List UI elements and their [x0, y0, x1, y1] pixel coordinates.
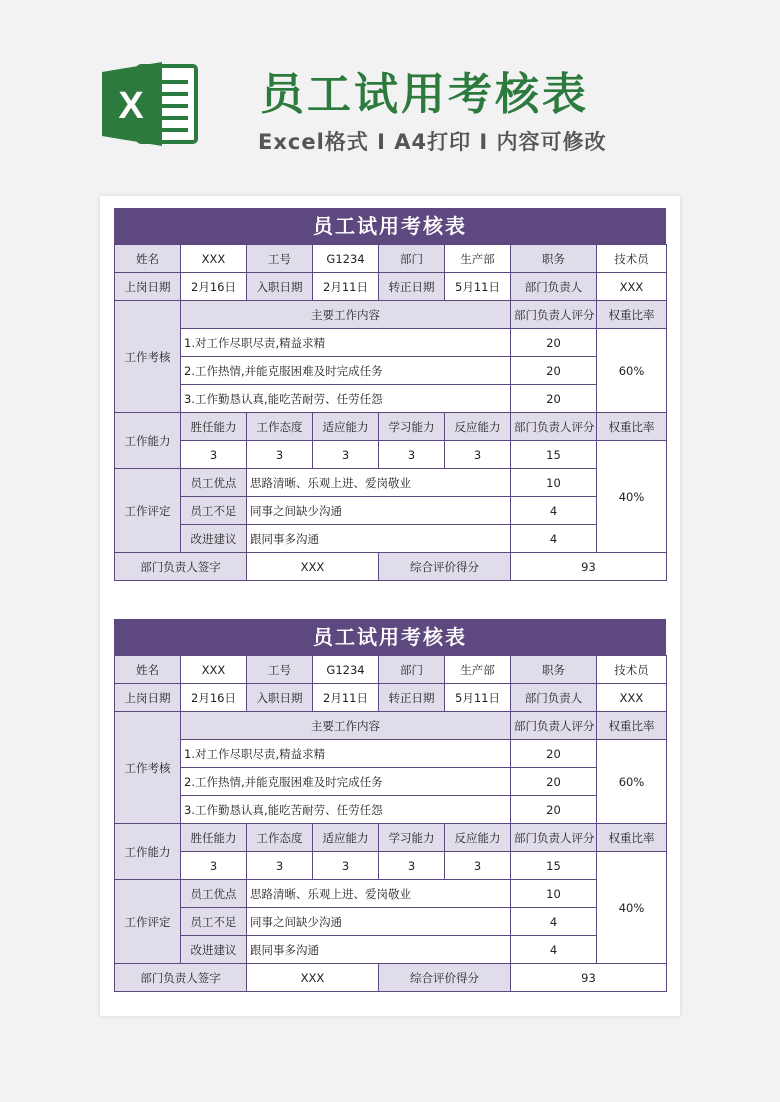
ability-value: 3 [313, 441, 379, 469]
join-date-value: 2月11日 [313, 273, 379, 301]
dept-head-value: XXX [597, 273, 667, 301]
dept-label: 部门 [379, 656, 445, 684]
evaluation-item-label: 员工优点 [181, 880, 247, 908]
position-value: 技术员 [597, 656, 667, 684]
dept-value: 生产部 [445, 656, 511, 684]
dept-head-value: XXX [597, 684, 667, 712]
table-row [115, 936, 667, 964]
weight-value: 40% [597, 441, 667, 553]
page-header [0, 0, 780, 180]
evaluation-item-label: 员工优点 [181, 469, 247, 497]
ability-value: 3 [445, 441, 511, 469]
table-row [115, 796, 667, 824]
table-row [115, 768, 667, 796]
ability-header: 反应能力 [445, 824, 511, 852]
weight-header: 权重比率 [597, 301, 667, 329]
dept-head-label: 部门负责人 [511, 273, 597, 301]
document-sheet [100, 196, 680, 1016]
assessment-form [114, 619, 666, 992]
table-row [115, 740, 667, 768]
regular-date-value: 5月11日 [445, 273, 511, 301]
evaluation-item-label: 员工不足 [181, 497, 247, 525]
start-date-value: 2月16日 [181, 684, 247, 712]
assessment-table [114, 244, 667, 581]
table-row [115, 329, 667, 357]
id-label: 工号 [247, 656, 313, 684]
table-row [115, 413, 667, 441]
score-header: 部门负责人评分 [511, 712, 597, 740]
work-item-content: 2.工作热情,并能克服困难及时完成任务 [181, 768, 511, 796]
join-date-label: 入职日期 [247, 684, 313, 712]
weight-value: 60% [597, 329, 667, 413]
total-score-label: 综合评价得分 [379, 964, 511, 992]
evaluation-label: 工作评定 [115, 880, 181, 964]
table-row [115, 964, 667, 992]
dept-value: 生产部 [445, 245, 511, 273]
weight-value: 60% [597, 740, 667, 824]
evaluation-item-score: 10 [511, 880, 597, 908]
work-item-score: 20 [511, 740, 597, 768]
score-header: 部门负责人评分 [511, 301, 597, 329]
weight-header: 权重比率 [597, 413, 667, 441]
name-value: XXX [181, 245, 247, 273]
evaluation-item-label: 改进建议 [181, 525, 247, 553]
regular-date-label: 转正日期 [379, 273, 445, 301]
table-row [115, 469, 667, 497]
work-item-score: 20 [511, 329, 597, 357]
evaluation-item-content: 跟同事多沟通 [247, 525, 511, 553]
dept-head-label: 部门负责人 [511, 684, 597, 712]
ability-value: 3 [313, 852, 379, 880]
signature-label: 部门负责人签字 [115, 964, 247, 992]
ability-header: 工作态度 [247, 413, 313, 441]
evaluation-label: 工作评定 [115, 469, 181, 553]
weight-header: 权重比率 [597, 712, 667, 740]
dept-label: 部门 [379, 245, 445, 273]
work-item-content: 1.对工作尽职尽责,精益求精 [181, 329, 511, 357]
work-ability-label: 工作能力 [115, 413, 181, 469]
work-item-content: 3.工作勤恳认真,能吃苦耐劳、任劳任怨 [181, 796, 511, 824]
weight-value: 40% [597, 852, 667, 964]
work-item-score: 20 [511, 385, 597, 413]
start-date-label: 上岗日期 [115, 684, 181, 712]
excel-logo-icon [100, 58, 200, 150]
total-score-value: 93 [511, 964, 667, 992]
ability-header: 胜任能力 [181, 413, 247, 441]
start-date-label: 上岗日期 [115, 273, 181, 301]
work-item-content: 3.工作勤恳认真,能吃苦耐劳、任劳任怨 [181, 385, 511, 413]
evaluation-item-score: 4 [511, 497, 597, 525]
evaluation-item-label: 改进建议 [181, 936, 247, 964]
work-item-score: 20 [511, 768, 597, 796]
signature-label: 部门负责人签字 [115, 553, 247, 581]
start-date-value: 2月16日 [181, 273, 247, 301]
table-row [115, 824, 667, 852]
ability-header: 适应能力 [313, 413, 379, 441]
assessment-form [114, 208, 666, 581]
table-row [115, 497, 667, 525]
table-row [115, 684, 667, 712]
evaluation-item-label: 员工不足 [181, 908, 247, 936]
table-row [115, 553, 667, 581]
assessment-table [114, 655, 667, 992]
form-title: 员工试用考核表 [114, 619, 666, 655]
table-row [115, 656, 667, 684]
name-label: 姓名 [115, 245, 181, 273]
ability-value: 3 [379, 852, 445, 880]
ability-header: 胜任能力 [181, 824, 247, 852]
signature-value: XXX [247, 553, 379, 581]
evaluation-item-content: 思路清晰、乐观上进、爱岗敬业 [247, 469, 511, 497]
form-title: 员工试用考核表 [114, 208, 666, 244]
total-score-label: 综合评价得分 [379, 553, 511, 581]
name-label: 姓名 [115, 656, 181, 684]
evaluation-item-content: 同事之间缺少沟通 [247, 908, 511, 936]
ability-value: 3 [181, 441, 247, 469]
ability-score: 15 [511, 441, 597, 469]
table-row [115, 852, 667, 880]
ability-header: 适应能力 [313, 824, 379, 852]
evaluation-item-score: 4 [511, 936, 597, 964]
main-work-header: 主要工作内容 [181, 301, 511, 329]
score-header: 部门负责人评分 [511, 824, 597, 852]
position-label: 职务 [511, 656, 597, 684]
ability-value: 3 [445, 852, 511, 880]
weight-header: 权重比率 [597, 824, 667, 852]
table-row [115, 525, 667, 553]
ability-header: 反应能力 [445, 413, 511, 441]
main-work-header: 主要工作内容 [181, 712, 511, 740]
evaluation-item-score: 10 [511, 469, 597, 497]
join-date-value: 2月11日 [313, 684, 379, 712]
table-row [115, 301, 667, 329]
signature-value: XXX [247, 964, 379, 992]
evaluation-item-content: 跟同事多沟通 [247, 936, 511, 964]
position-value: 技术员 [597, 245, 667, 273]
ability-value: 3 [247, 441, 313, 469]
ability-value: 3 [247, 852, 313, 880]
ability-header: 学习能力 [379, 413, 445, 441]
work-item-content: 2.工作热情,并能克服困难及时完成任务 [181, 357, 511, 385]
regular-date-value: 5月11日 [445, 684, 511, 712]
table-row [115, 245, 667, 273]
score-header: 部门负责人评分 [511, 413, 597, 441]
position-label: 职务 [511, 245, 597, 273]
id-label: 工号 [247, 245, 313, 273]
svg-text:X: X [118, 85, 144, 127]
table-row [115, 273, 667, 301]
evaluation-item-score: 4 [511, 908, 597, 936]
ability-value: 3 [379, 441, 445, 469]
table-row [115, 385, 667, 413]
page-title: 员工试用考核表 [260, 69, 589, 120]
ability-header: 学习能力 [379, 824, 445, 852]
id-value: G1234 [313, 656, 379, 684]
table-row [115, 357, 667, 385]
table-row [115, 712, 667, 740]
regular-date-label: 转正日期 [379, 684, 445, 712]
work-assessment-label: 工作考核 [115, 301, 181, 413]
ability-value: 3 [181, 852, 247, 880]
work-item-score: 20 [511, 796, 597, 824]
table-row [115, 880, 667, 908]
work-item-score: 20 [511, 357, 597, 385]
work-item-content: 1.对工作尽职尽责,精益求精 [181, 740, 511, 768]
table-row [115, 441, 667, 469]
id-value: G1234 [313, 245, 379, 273]
evaluation-item-content: 思路清晰、乐观上进、爱岗敬业 [247, 880, 511, 908]
ability-header: 工作态度 [247, 824, 313, 852]
page-subtitle: Excel格式 I A4打印 I 内容可修改 [258, 130, 607, 154]
evaluation-item-content: 同事之间缺少沟通 [247, 497, 511, 525]
work-assessment-label: 工作考核 [115, 712, 181, 824]
total-score-value: 93 [511, 553, 667, 581]
name-value: XXX [181, 656, 247, 684]
work-ability-label: 工作能力 [115, 824, 181, 880]
evaluation-item-score: 4 [511, 525, 597, 553]
ability-score: 15 [511, 852, 597, 880]
join-date-label: 入职日期 [247, 273, 313, 301]
table-row [115, 908, 667, 936]
